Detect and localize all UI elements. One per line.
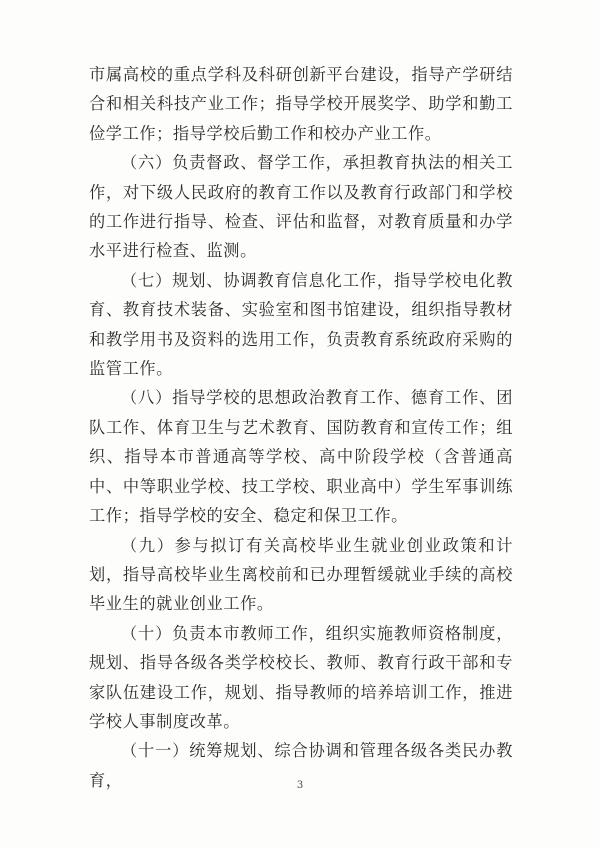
paragraph-item-11: （十一）统筹规划、综合协调和管理各级各类民办教育， (89, 741, 513, 790)
paragraph-item-7: （七）规划、协调教育信息化工作，指导学校电化教育、教育技术装备、实验室和图书馆建设，组织指导教材和教学用书及资料的选用工作，负责教育系统政府采购的监管工作。 (89, 270, 513, 379)
document-body (89, 60, 513, 795)
paragraph-item-9: （九）参与拟订有关高校毕业生就业创业政策和计划，指导高校毕业生离校前和已办理暂缓就业手续的高校毕业生的就业创业工作。 (89, 535, 513, 614)
paragraph-item-8: （八）指导学校的思想政治教育工作、德育工作、团队工作、体育卫生与艺术教育、国防教育和宣传工作；组织、指导本市普通高等学校、高中阶段学校（含普通高中、中等职业学校、技工学校、职业高中）学生军事训练工作；指导学校的安全、稳定和保卫工作。 (89, 388, 513, 526)
paragraph-continuation: 市属高校的重点学科及科研创新平台建设，指导产学研结合和相关科技产业工作；指导学校开展奖学、助学和勤工俭学工作；指导学校后勤工作和校办产业工作。 (89, 65, 513, 143)
page-number: 3 (296, 780, 304, 791)
paragraph-item-10: （十）负责本市教师工作，组织实施教师资格制度，规划、指导各级各类学校校长、教师、教育行政干部和专家队伍建设工作，规划、指导教师的培养培训工作，推进学校人事制度改革。 (89, 623, 513, 731)
paragraph-item-6: （六）负责督政、督学工作，承担教育执法的相关工作，对下级人民政府的教育工作以及教育行政部门和学校的工作进行指导、检查、评估和监督，对教育质量和办学水平进行检查、监测。 (89, 153, 513, 261)
